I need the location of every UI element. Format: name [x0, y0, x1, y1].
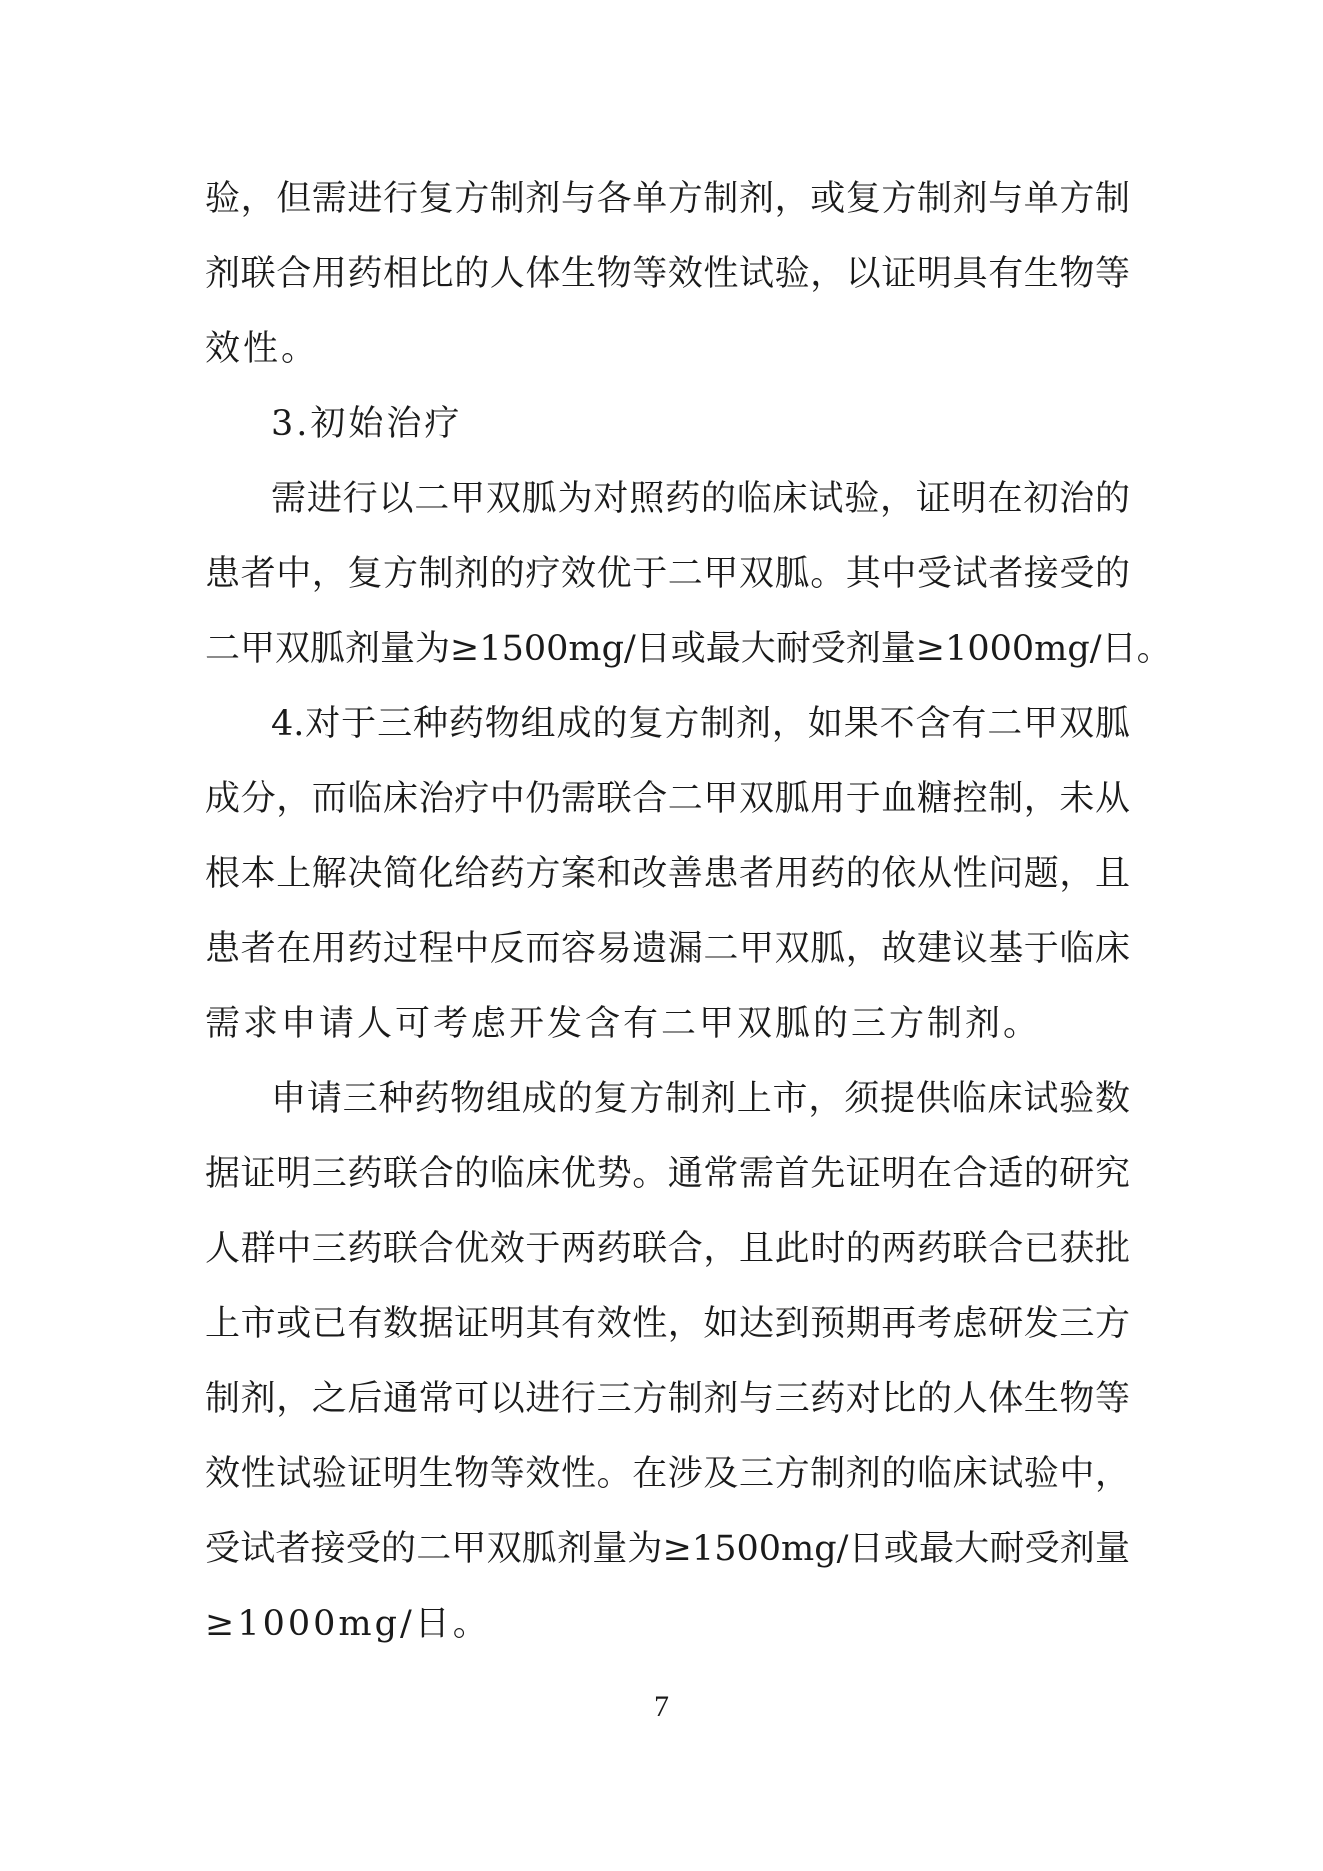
text-line: 剂联合用药相比的人体生物等效性试验，以证明具有生物等 — [205, 254, 1130, 294]
text-line: 受试者接受的二甲双胍剂量为≥1500mg/日或最大耐受剂量 — [205, 1529, 1130, 1569]
text-line: 验，但需进行复方制剂与各单方制剂，或复方制剂与单方制 — [205, 179, 1130, 219]
text-line: 需进行以二甲双胍为对照药的临床试验，证明在初治的 — [271, 479, 1130, 519]
section-heading: 3.初始治疗 — [271, 404, 463, 444]
body-text — [205, 162, 1172, 1662]
text-line: 效性。 — [205, 329, 320, 369]
text-line: 成分，而临床治疗中仍需联合二甲双胍用于血糖控制，未从 — [205, 779, 1130, 819]
text-line: 根本上解决简化给药方案和改善患者用药的依从性问题，且 — [205, 854, 1130, 894]
text-line: 上市或已有数据证明其有效性，如达到预期再考虑研发三方 — [205, 1304, 1130, 1344]
text-line: 需求申请人可考虑开发含有二甲双胍的三方制剂。 — [205, 1004, 1042, 1044]
text-line: 二甲双胍剂量为≥1500mg/日或最大耐受剂量≥1000mg/日。 — [205, 629, 1172, 669]
page-number: 7 — [654, 1690, 669, 1723]
text-line: 效性试验证明生物等效性。在涉及三方制剂的临床试验中， — [205, 1454, 1130, 1494]
text-line: ≥1000mg/日。 — [205, 1604, 491, 1644]
text-line: 患者中，复方制剂的疗效优于二甲双胍。其中受试者接受的 — [205, 554, 1130, 594]
text-line: 制剂，之后通常可以进行三方制剂与三药对比的人体生物等 — [205, 1379, 1130, 1419]
text-line: 人群中三药联合优效于两药联合，且此时的两药联合已获批 — [205, 1229, 1130, 1269]
text-line: 申请三种药物组成的复方制剂上市，须提供临床试验数 — [271, 1079, 1130, 1119]
text-line: 据证明三药联合的临床优势。通常需首先证明在合适的研究 — [205, 1154, 1130, 1194]
text-line: 患者在用药过程中反而容易遗漏二甲双胍，故建议基于临床 — [205, 929, 1130, 969]
text-line: 4.对于三种药物组成的复方制剂，如果不含有二甲双胍 — [271, 704, 1130, 744]
